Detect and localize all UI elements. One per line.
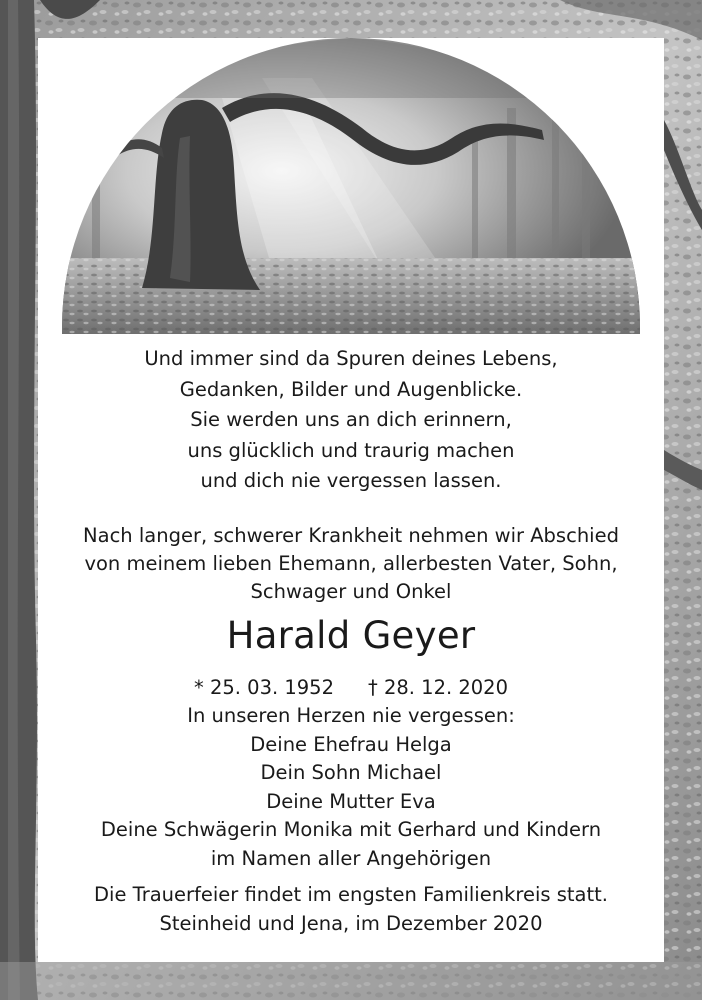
birth-date: * 25. 03. 1952 [194,676,334,699]
death-date: † 28. 12. 2020 [368,676,508,699]
deceased-name: Harald Geyer [226,614,476,657]
mourner-line: Dein Sohn Michael [260,761,442,784]
intro-line: Schwager und Onkel [250,580,452,603]
tree-arch-photo [62,38,640,334]
announcement-intro [38,522,664,606]
verse-line: uns glücklich und traurig machen [187,438,515,462]
mourners-list [38,702,664,873]
closing-line: Steinheid und Jena, im Dezember 2020 [159,912,543,935]
verse-line: Sie werden uns an dich erinnern, [190,408,512,431]
mourner-line: Deine Ehefrau Helga [250,732,452,756]
verse-line: und dich nie vergessen lassen. [200,469,502,492]
obituary-card [38,38,664,962]
verse-line: Gedanken, Bilder und Augenblicke. [179,377,523,401]
mourner-line: im Namen aller Angehörigen [210,846,492,870]
closing-line: Die Trauerfeier findet im engsten Familienkreis statt. [94,883,608,906]
intro-line: von meinem lieben Ehemann, allerbesten Vater, Sohn, [84,552,618,575]
mourner-line: Deine Mutter Eva [266,789,436,813]
life-dates [38,674,664,702]
mourner-line: In unseren Herzen nie vergessen: [187,704,515,727]
memorial-verse [38,344,664,497]
funeral-notice [38,880,664,938]
verse-line: Und immer sind da Spuren deines Lebens, [144,347,558,370]
mourner-line: Deine Schwägerin Monika mit Gerhard und Kindern [100,818,602,841]
intro-line: Nach langer, schwerer Krankheit nehmen wir Abschied [83,524,619,547]
